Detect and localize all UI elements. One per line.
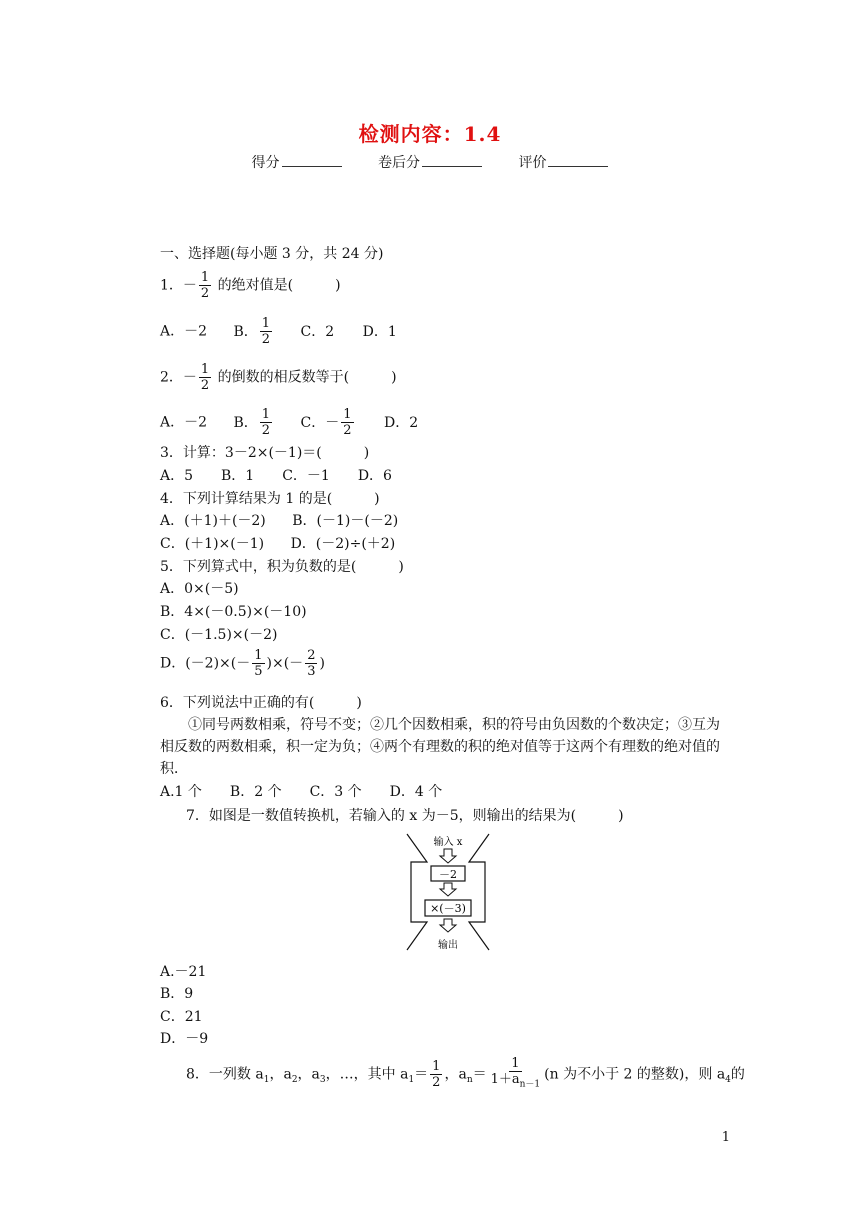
option-b: B． $\frac{1}{2}$ — [233, 316, 271, 347]
option-a: A．－2 — [160, 323, 208, 340]
option-a: A．0×(－5) — [160, 581, 239, 597]
question-5: 5．下列算式中，积为负数的是( ) — [160, 559, 404, 575]
arrow-down-icon — [440, 849, 456, 863]
question-1: 1．－ $\frac{1}{2}$ 的绝对值是( ) — [160, 270, 341, 301]
option-d: D．(－2)×(－ $\frac{1}{5}$ )×(－ $\frac{2}{3}$ ) — [160, 648, 325, 679]
page-number: 1 — [721, 1130, 730, 1145]
question-2-options — [160, 407, 418, 438]
option-c: C．(＋1)×(－1) — [160, 536, 265, 552]
score-line — [0, 152, 860, 172]
option-d: D．1 — [362, 323, 397, 340]
arrow-down-icon — [440, 883, 456, 896]
diagram-step-2-label: ×(－3) — [430, 902, 466, 915]
question-4-options-row1 — [160, 511, 398, 531]
option-a: A.－21 — [160, 964, 207, 980]
fraction: $\frac{1}{2}$ — [200, 362, 210, 393]
diagram-right-outline — [469, 834, 489, 950]
conversion-diagram — [405, 832, 491, 956]
option-d: D．－9 — [160, 1031, 209, 1047]
diagram-output-label: 输出 — [438, 940, 458, 951]
option-c: C．21 — [160, 1009, 203, 1025]
score-field: 得分 — [252, 155, 342, 171]
option-b: B． $\frac{1}{2}$ — [233, 407, 271, 438]
question-6-options: A.1 个 B．2 个 C．3 个 D．4 个 — [160, 784, 443, 800]
diagram-left-outline — [407, 834, 427, 950]
option-c: C．(－1.5)×(－2) — [160, 627, 278, 643]
question-2: 2．－ $\frac{1}{2}$ 的倒数的相反数等于( ) — [160, 362, 397, 393]
diagram-input-label: 输入 x — [433, 837, 463, 848]
fraction: $\frac{1}{2}$ — [200, 270, 210, 301]
final-score-field: 卷后分 — [378, 155, 482, 171]
section-heading: 一、选择题(每小题 3 分，共 24 分) — [160, 246, 384, 262]
arrow-down-icon — [440, 919, 456, 932]
option-c: C．－ $\frac{1}{2}$ — [300, 407, 352, 438]
option-a: A．(＋1)＋(－2) — [160, 513, 266, 529]
question-1-options — [160, 316, 397, 347]
evaluation-field: 评价 — [518, 155, 608, 171]
question-7: 7．如图是一数值转换机，若输入的 x 为－5，则输出的结果为( ) — [186, 808, 624, 824]
option-b: B．9 — [160, 986, 194, 1002]
question-3-options: A．5 B．1 C．－1 D．6 — [160, 468, 392, 484]
option-d: D．2 — [383, 414, 419, 431]
question-4-options-row2 — [160, 534, 395, 554]
page-title: 检测内容：1.4 — [358, 122, 502, 146]
question-6-statements: ①同号两数相乘，符号不变；②几个因数相乘，积的符号由负因数的个数决定；③互为相反数的两数相乘，积一定为负；④两个有理数的积的绝对值等于这两个有理数的绝对值的积． — [160, 717, 720, 777]
option-c: C．2 — [300, 323, 335, 340]
question-4: 4．下列计算结果为 1 的是( ) — [160, 491, 380, 507]
option-a: A．－2 — [160, 414, 208, 431]
option-b: B．(－1)－(－2) — [292, 513, 399, 529]
question-3: 3．计算：3－2×(－1)＝( ) — [160, 445, 370, 461]
option-b: B．4×(－0.5)×(－10) — [160, 604, 307, 620]
question-6: 6．下列说法中正确的有( ) — [160, 695, 362, 711]
question-8: 8．一列数 $a_1$，$a_2$，$a_3$，…，其中 $a_1=$ $\frac{1}{2}$ ，$a_n=$ $\frac{1}{1+a_{n-1}}$ (n 为不小于 2 的整数)，则 $a_4$的 — [186, 1056, 745, 1090]
diagram-step-1-label: －2 — [439, 868, 457, 881]
option-d: D．(－2)÷(＋2) — [290, 536, 396, 552]
